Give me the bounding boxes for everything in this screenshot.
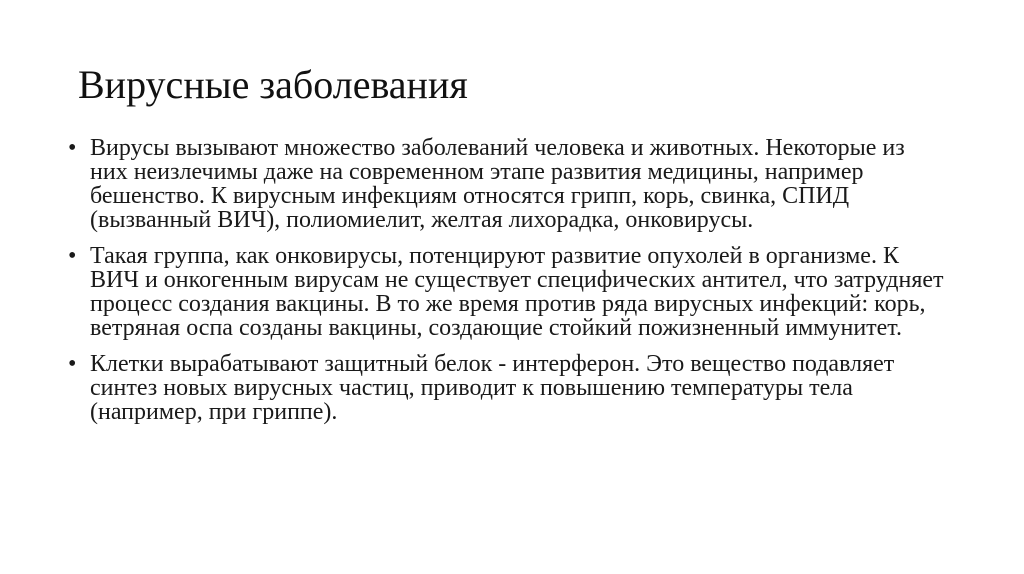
bullet-item <box>68 244 948 340</box>
bullet-dot-icon: • <box>68 135 77 161</box>
bullet-text: Такая группа, как онковирусы, потенцируют развитие опухолей в организме. К ВИЧ и онкогенным вирусам не существует специфических антител, что затрудняет процесс создания вакцины. В то же время против ряда вирусных инфекций: корь, ветряная оспа созданы вакцины, создающие стойкий пожизненный иммунитет. <box>90 243 944 341</box>
bullet-text: Вирусы вызывают множество заболеваний человека и животных. Некоторые из них неизлечимы даже на современном этапе развития медицины, например бешенство. К вирусным инфекциям относятся грипп, корь, свинка, СПИД (вызванный ВИЧ), полиомиелит, желтая лихорадка, онковирусы. <box>90 135 905 233</box>
bullet-list <box>68 136 948 436</box>
bullet-item <box>68 352 948 424</box>
slide-title: Вирусные заболевания <box>78 62 468 107</box>
bullet-item <box>68 136 948 232</box>
bullet-dot-icon: • <box>68 243 77 269</box>
bullet-text: Клетки вырабатывают защитный белок - интерферон. Это вещество подавляет синтез новых вирусных частиц, приводит к повышению температуры тела (например, при гриппе). <box>90 351 895 425</box>
bullet-dot-icon: • <box>68 351 77 377</box>
